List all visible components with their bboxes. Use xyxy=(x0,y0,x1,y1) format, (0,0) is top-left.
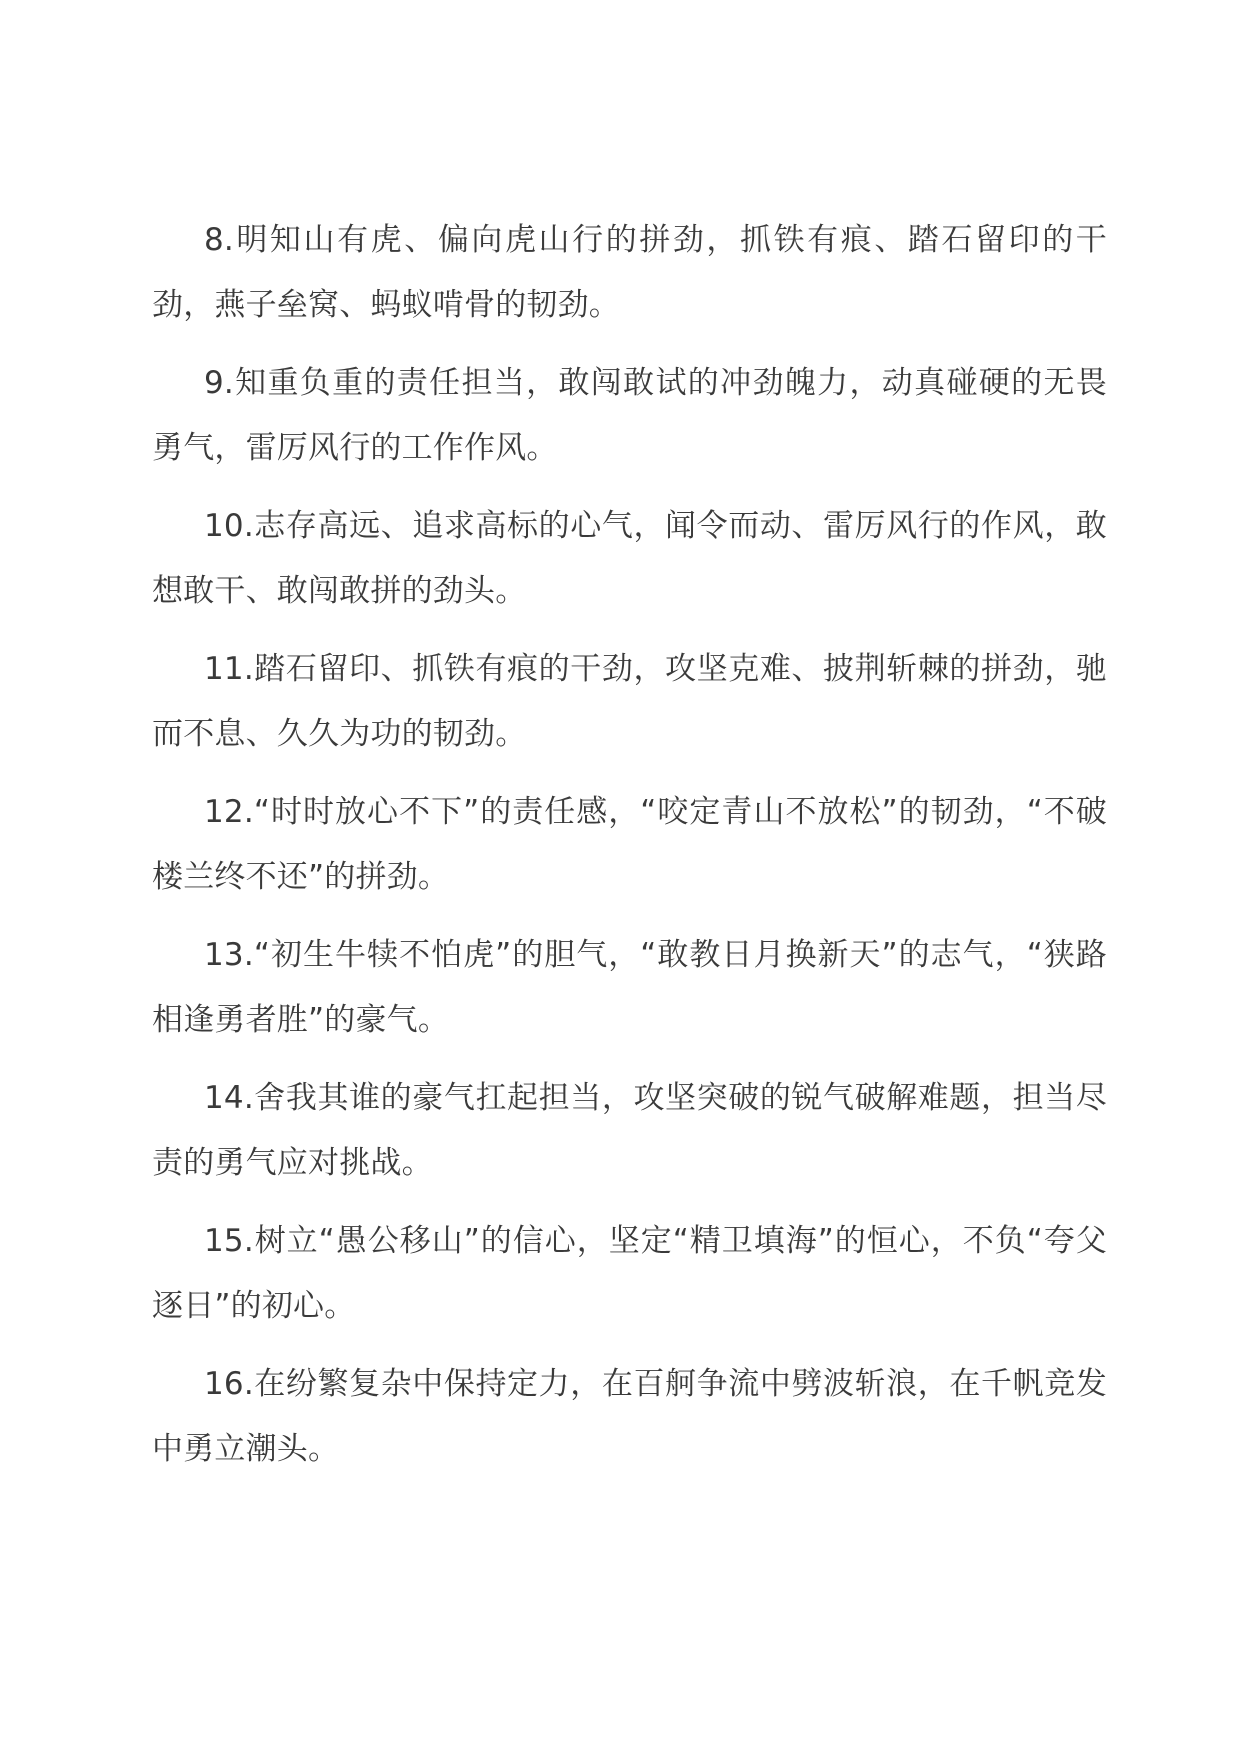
paragraph-11: 11.踏石留印、抓铁有痕的干劲，攻坚克难、披荆斩棘的拼劲，驰而不息、久久为功的韧劲。 xyxy=(152,651,1107,752)
paragraph-12: 12.“时时放心不下”的责任感，“咬定青山不放松”的韧劲，“不破楼兰终不还”的拼劲。 xyxy=(152,794,1107,895)
document-body xyxy=(152,208,1107,1495)
paragraph-13: 13.“初生牛犊不怕虎”的胆气，“敢教日月换新天”的志气，“狭路相逢勇者胜”的豪气。 xyxy=(152,937,1107,1038)
paragraph-10: 10.志存高远、追求高标的心气，闻令而动、雷厉风行的作风，敢想敢干、敢闯敢拼的劲头。 xyxy=(152,508,1107,609)
paragraph-16: 16.在纷繁复杂中保持定力，在百舸争流中劈波斩浪，在千帆竞发中勇立潮头。 xyxy=(152,1366,1107,1467)
paragraph-15: 15.树立“愚公移山”的信心，坚定“精卫填海”的恒心，不负“夸父逐日”的初心。 xyxy=(152,1223,1107,1324)
paragraph-8: 8.明知山有虎、偏向虎山行的拼劲，抓铁有痕、踏石留印的干劲，燕子垒窝、蚂蚁啃骨的韧劲。 xyxy=(152,222,1107,323)
paragraph-14: 14.舍我其谁的豪气扛起担当，攻坚突破的锐气破解难题，担当尽责的勇气应对挑战。 xyxy=(152,1080,1107,1181)
paragraph-9: 9.知重负重的责任担当，敢闯敢试的冲劲魄力，动真碰硬的无畏勇气，雷厉风行的工作作风。 xyxy=(152,365,1107,466)
